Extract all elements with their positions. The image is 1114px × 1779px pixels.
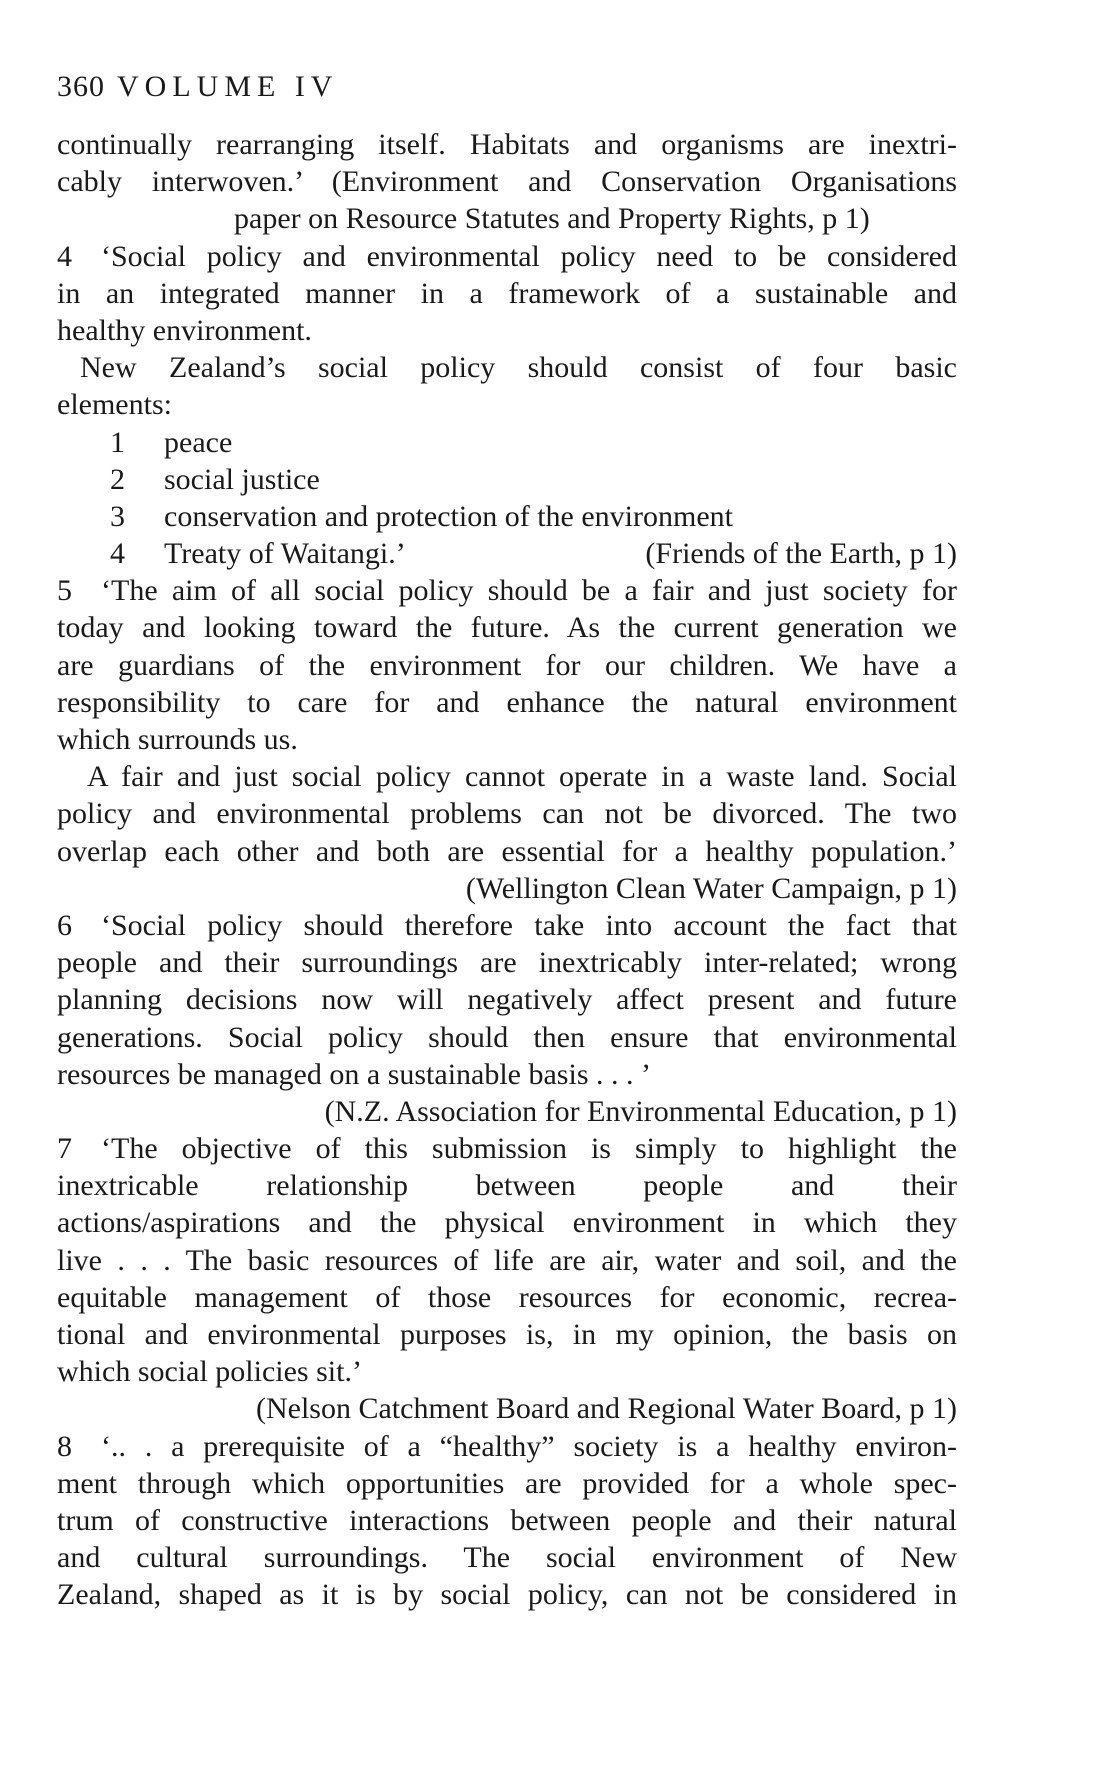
list-text: peace — [164, 425, 233, 459]
paragraph-5-first-line — [57, 572, 957, 609]
paragraph-7-first-line — [57, 1130, 957, 1167]
text-line: people and their surroundings are inextricably inter-related; wrong — [57, 946, 957, 980]
list-item — [57, 461, 957, 498]
text-line: are guardians of the environment for our children. We have a — [57, 648, 957, 682]
body-text — [57, 126, 957, 1614]
paragraph-8-first-line — [57, 1428, 957, 1465]
text-line: continually rearranging itself. Habitats and organisms are inextri- — [57, 128, 957, 161]
paragraph-6-first-line — [57, 907, 957, 944]
text-line: New Zealand’s social policy should consist of four basic — [80, 351, 957, 385]
list-text: conservation and protection of the environment — [164, 499, 733, 533]
text-line: ‘Social policy should therefore take into account the fact that — [101, 908, 957, 942]
text-line: overlap each other and both are essential for a healthy population.’ — [57, 834, 957, 868]
source-citation: (Nelson Catchment Board and Regional Water Board, p 1) — [255, 1392, 957, 1426]
text-line: equitable management of those resources for economic, recrea- — [57, 1280, 957, 1314]
list-item — [57, 424, 957, 461]
list-number: 2 — [110, 462, 125, 496]
text-line: resources be managed on a sustainable basis . . . ’ — [57, 1057, 651, 1091]
list-item — [57, 535, 957, 572]
text-line: cably interwoven.’ (Environment and Conservation Organisations — [57, 165, 957, 199]
text-line: ‘Social policy and environmental policy need to be considered — [101, 239, 957, 273]
list-item-body — [110, 535, 406, 572]
paragraph-number: 4 — [57, 239, 72, 273]
text-line: today and looking toward the future. As the current generation we — [57, 611, 957, 645]
source-citation: (Wellington Clean Water Campaign, p 1) — [465, 871, 957, 905]
volume-label: VOLUME IV — [117, 70, 339, 103]
text-line: elements: — [57, 388, 172, 422]
list-number: 3 — [110, 499, 125, 533]
text-line: and cultural surroundings. The social environment of New — [57, 1541, 957, 1575]
text-line: ‘The objective of this submission is simply to highlight the — [101, 1132, 957, 1166]
paragraph-number: 7 — [57, 1132, 72, 1166]
paragraph-number: 8 — [57, 1429, 72, 1463]
list-item — [57, 498, 957, 535]
list-number: 4 — [110, 537, 125, 571]
list-text: social justice — [164, 462, 320, 496]
paragraph-number: 6 — [57, 908, 72, 942]
text-line: planning decisions now will negatively affect present and future — [57, 983, 957, 1017]
paragraph-4-first-line — [57, 238, 957, 275]
text-line: Zealand, shaped as it is by social policy, can not be considered in — [57, 1578, 957, 1612]
source-citation: (Friends of the Earth, p 1) — [645, 537, 957, 571]
text-line: trum of constructive interactions between people and their natural — [57, 1503, 957, 1537]
text-line: which social policies sit.’ — [57, 1355, 362, 1389]
text-line: inextricable relationship between people and their — [57, 1169, 957, 1203]
text-line: ‘The aim of all social policy should be a fair and just society for — [101, 574, 957, 608]
source-citation: paper on Resource Statutes and Property Rights, p 1) — [234, 202, 870, 236]
text-line: actions/aspirations and the physical environment in which they — [57, 1206, 957, 1240]
source-citation: (N.Z. Association for Environmental Education, p 1) — [324, 1094, 957, 1128]
paragraph-number: 5 — [57, 574, 72, 608]
text-line: which surrounds us. — [57, 723, 298, 756]
text-line: ment through which opportunities are provided for a whole spec- — [57, 1466, 957, 1500]
list-text: Treaty of Waitangi.’ — [164, 537, 406, 571]
running-header — [57, 70, 338, 104]
text-line: tional and environmental purposes is, in my opinion, the basis on — [57, 1318, 957, 1351]
text-line: healthy environment. — [57, 313, 312, 347]
text-line: ‘.. . a prerequisite of a “healthy” society is a healthy environ- — [101, 1429, 957, 1463]
text-line: A fair and just social policy cannot operate in a waste land. Social — [87, 760, 957, 794]
text-line: live . . . The basic resources of life are air, water and soil, and the — [57, 1243, 957, 1277]
text-line: responsibility to care for and enhance the natural environment — [57, 685, 957, 719]
text-line: policy and environmental problems can not be divorced. The two — [57, 797, 957, 831]
text-line: generations. Social policy should then ensure that environmental — [57, 1020, 957, 1054]
list-number: 1 — [110, 425, 125, 459]
page-number: 360 — [57, 70, 105, 103]
text-line: in an integrated manner in a framework of a sustainable and — [57, 276, 957, 310]
